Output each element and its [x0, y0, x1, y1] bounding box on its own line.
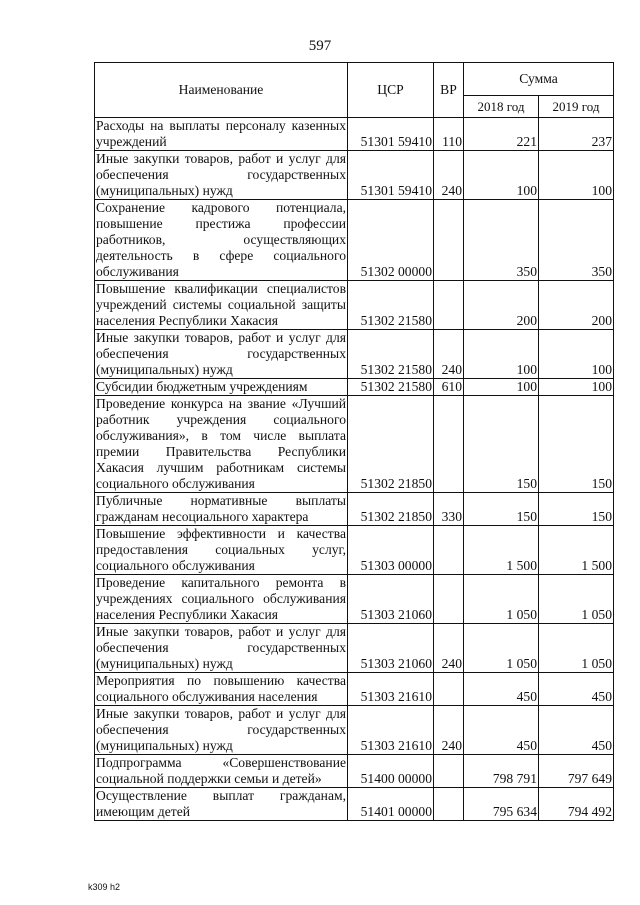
row-vr-cell: 610 [434, 379, 464, 396]
row-name-cell: Субсидии бюджетным учреждениям [95, 379, 348, 396]
header-vr: ВР [434, 63, 464, 118]
row-2018-cell: 798 791 [464, 755, 539, 788]
row-2019-cell: 200 [539, 281, 614, 330]
row-name-cell: Проведение капитального ремонта в учреждениях социального обслуживания населения Республики Хакасия [96, 575, 346, 622]
row-2018-cell: 100 [464, 330, 539, 379]
row-vr-cell [434, 396, 464, 493]
row-vr-cell [434, 673, 464, 706]
row-2019-cell: 1 500 [539, 526, 614, 575]
row-2019-cell: 797 649 [539, 755, 614, 788]
row-vr-cell [434, 575, 464, 624]
row-csr-cell: 51400 00000 [348, 755, 434, 788]
row-2019-cell: 1 050 [539, 575, 614, 624]
table-row [95, 788, 614, 821]
table-row [95, 624, 614, 673]
header-csr: ЦСР [348, 63, 434, 118]
row-2019-cell: 150 [539, 396, 614, 493]
row-vr-cell: 330 [434, 493, 464, 526]
row-csr-cell: 51302 21580 [348, 330, 434, 379]
row-name-cell: Повышение эффективности и качества предоставления социальных услуг, социального обслуживания [96, 526, 346, 573]
row-2018-cell: 1 500 [464, 526, 539, 575]
table-row [95, 118, 614, 151]
row-name-cell: Проведение конкурса на звание «Лучший работник учреждения социального обслуживания», в том числе выплата премии Правительства Республики Хакасия лучшим работникам системы социального обслуживания [96, 396, 346, 491]
header-sum: Сумма [464, 63, 614, 96]
row-csr-cell: 51302 21580 [348, 281, 434, 330]
row-2019-cell: 350 [539, 200, 614, 281]
row-csr-cell: 51302 00000 [348, 200, 434, 281]
table-row [95, 755, 614, 788]
row-csr-cell: 51302 21580 [348, 379, 434, 396]
row-vr-cell: 240 [434, 706, 464, 755]
page-number: 597 [308, 38, 332, 54]
row-csr-cell: 51301 59410 [348, 118, 434, 151]
table-row [95, 396, 614, 493]
row-csr-cell: 51401 00000 [348, 788, 434, 821]
row-vr-cell: 240 [434, 624, 464, 673]
row-2019-cell: 100 [539, 330, 614, 379]
row-name-cell: Иные закупки товаров, работ и услуг для обеспечения государственных (муниципальных) нужд [96, 624, 346, 671]
row-name-cell: Повышение квалификации специалистов учреждений системы социальной защиты населения Республики Хакасия [96, 281, 346, 328]
row-2019-cell: 450 [539, 673, 614, 706]
row-csr-cell: 51303 21610 [348, 673, 434, 706]
row-name-cell: Осуществление выплат гражданам, имеющим детей [96, 788, 346, 819]
row-2018-cell: 150 [464, 396, 539, 493]
budget-table [94, 62, 614, 821]
row-2018-cell: 150 [464, 493, 539, 526]
row-2018-cell: 450 [464, 706, 539, 755]
header-year-2018: 2018 год [464, 96, 539, 118]
table-row [95, 706, 614, 755]
row-2018-cell: 200 [464, 281, 539, 330]
row-2018-cell: 450 [464, 673, 539, 706]
row-2018-cell: 221 [464, 118, 539, 151]
row-csr-cell: 51301 59410 [348, 151, 434, 200]
row-2019-cell: 150 [539, 493, 614, 526]
row-vr-cell: 240 [434, 151, 464, 200]
row-vr-cell [434, 281, 464, 330]
row-2018-cell: 1 050 [464, 575, 539, 624]
table-row [95, 493, 614, 526]
row-csr-cell: 51303 00000 [348, 526, 434, 575]
row-vr-cell: 110 [434, 118, 464, 151]
row-vr-cell [434, 200, 464, 281]
row-2018-cell: 1 050 [464, 624, 539, 673]
row-name-cell: Иные закупки товаров, работ и услуг для обеспечения государственных (муниципальных) нужд [96, 706, 346, 753]
row-name-cell: Публичные нормативные выплаты гражданам несоциального характера [96, 493, 346, 524]
row-vr-cell [434, 788, 464, 821]
row-name-cell: Подпрограмма «Совершенствование социальной поддержки семьи и детей» [96, 755, 346, 786]
table-row [95, 281, 614, 330]
footer-code: k309 h2 [88, 882, 121, 892]
row-vr-cell [434, 526, 464, 575]
row-name-cell: Сохранение кадрового потенциала, повышение престижа профессии работников, осуществляющих деятельность в сфере социального обслуживания [96, 200, 346, 279]
row-csr-cell: 51302 21850 [348, 493, 434, 526]
row-2019-cell: 794 492 [539, 788, 614, 821]
row-csr-cell: 51302 21850 [348, 396, 434, 493]
row-name-cell: Мероприятия по повышению качества социального обслуживания населения [96, 673, 346, 704]
row-vr-cell [434, 755, 464, 788]
row-2018-cell: 350 [464, 200, 539, 281]
header-year-2019: 2019 год [539, 96, 614, 118]
row-2018-cell: 100 [464, 379, 539, 396]
table-body [95, 118, 614, 821]
row-name-cell: Иные закупки товаров, работ и услуг для обеспечения государственных (муниципальных) нужд [96, 330, 346, 377]
table-row [95, 151, 614, 200]
row-name-cell: Иные закупки товаров, работ и услуг для обеспечения государственных (муниципальных) нужд [96, 151, 346, 198]
row-csr-cell: 51303 21060 [348, 575, 434, 624]
table-row [95, 673, 614, 706]
row-2019-cell: 100 [539, 151, 614, 200]
table-row [95, 330, 614, 379]
row-2018-cell: 100 [464, 151, 539, 200]
table-row [95, 526, 614, 575]
row-csr-cell: 51303 21060 [348, 624, 434, 673]
row-name-cell: Расходы на выплаты персоналу казенных учреждений [96, 118, 346, 149]
header-name: Наименование [95, 63, 348, 118]
row-2018-cell: 795 634 [464, 788, 539, 821]
row-vr-cell: 240 [434, 330, 464, 379]
table-row [95, 575, 614, 624]
row-2019-cell: 100 [539, 379, 614, 396]
row-csr-cell: 51303 21610 [348, 706, 434, 755]
table-row [95, 379, 614, 396]
row-2019-cell: 450 [539, 706, 614, 755]
row-2019-cell: 237 [539, 118, 614, 151]
row-2019-cell: 1 050 [539, 624, 614, 673]
table-row [95, 200, 614, 281]
